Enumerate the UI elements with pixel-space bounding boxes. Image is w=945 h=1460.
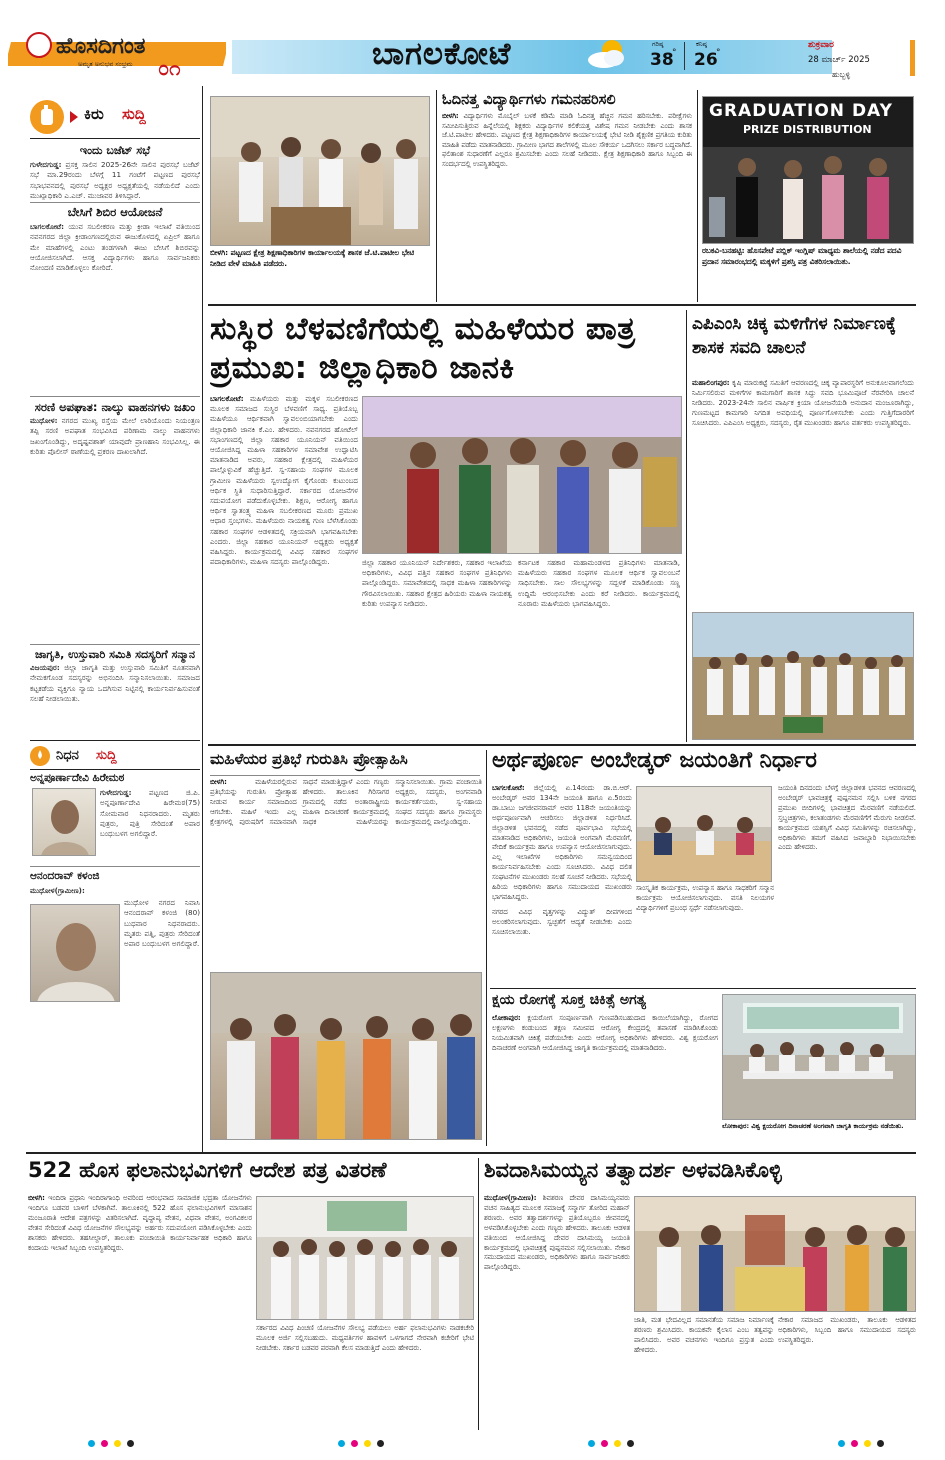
briefs-icon-arrow (70, 111, 78, 123)
women-cooperative-photo (362, 396, 682, 554)
main-text: ಮಹಿಳೆಯರು ಮತ್ತು ಮಕ್ಕಳ ಸಬಲೀಕರಣದ ಮೂಲಕ ಸಮಾಜದ ಸುಸ್ಥಿರ ಬೆಳವಣಿಗೆ ಸಾಧ್ಯ. ಪ್ರತಿಯೊಬ್ಬ ಮಹಿಳೆಯೂ ಆರ್ಥಿಕವಾಗಿ ಸ್ವಾವಲಂಬಿಯಾಗಬೇಕು ಎಂದು ಜಿಲ್ಲಾಧಿಕಾರಿ ಜಾನಕಿ ಕೆ.ಎಂ. ಹೇಳಿದರು. ನವನಗರದ ಹೋಟೆಲ್ ಸಭಾಂಗಣದಲ್ಲಿ ಜಿಲ್ಲಾ ಸಹಕಾರ ಯೂನಿಯನ್ ವತಿಯಿಂದ ಆಯೋಜಿಸಿದ್ದ ಮಹಿಳಾ ಸಹಕಾರಿಗಳ ಸಮಾವೇಶ ಉದ್ಘಾಟಿಸಿ ಮಾತನಾಡಿದ ಅವರು, ಸಹಕಾರ ಕ್ಷೇತ್ರದಲ್ಲಿ ಮಹಿಳೆಯರ ಪಾಲ್ಗೊಳ್ಳುವಿಕೆ ಹೆಚ್ಚುತ್ತಿದೆ. ಸ್ವ-ಸಹಾಯ ಸಂಘಗಳ ಮೂಲಕ ಗ್ರಾಮೀಣ ಮಹಿಳೆಯರು ಸ್ವಉದ್ಯೋಗ ಕೈಗೊಂಡು ಕುಟುಂಬದ ಆರ್ಥಿಕ ಸ್ಥಿತಿ ಸುಧಾರಿಸುತ್ತಿದ್ದಾರೆ. ಸರ್ಕಾರದ ಯೋಜನೆಗಳ ಸದುಪಯೋಗ ಪಡೆದುಕೊಳ್ಳಬೇಕು. ಶಿಕ್ಷಣ, ಆರೋಗ್ಯ ಹಾಗೂ ಆರ್ಥಿಕ ಸ್ವಾತಂತ್ರ್ಯ ಮಹಿಳಾ ಸಬಲೀಕರಣದ ಮೂರು ಪ್ರಮುಖ ಆಧಾರ ಸ್ತಂಭಗಳು. ಮಹಿಳೆಯರು ನಾಯಕತ್ವ ಗುಣ ಬೆಳೆಸಿಕೊಂಡು ಸಹಕಾರ ಸಂಘಗಳ ಆಡಳಿತದಲ್ಲಿ ಸಕ್ರಿಯವಾಗಿ ಭಾಗವಹಿಸಬೇಕು ಎಂದರು. ಜಿಲ್ಲಾ ಸಹಕಾರ ಯೂನಿಯನ್ ಅಧ್ಯಕ್ಷರು ಅಧ್ಯಕ್ಷತೆ ವಹಿಸಿದ್ದರು. ಕಾರ್ಯಕ್ರಮದಲ್ಲಿ ವಿವಿಧ ಸಹಕಾರ ಸಂಘಗಳ ಪದಾಧಿಕಾರಿಗಳು, ಮಹಿಳಾ ಸದಸ್ಯರು ಪಾಲ್ಗೊಂಡಿದ್ದರು. (210, 394, 358, 567)
shivadasimayya-photo (634, 1196, 916, 1312)
max-temp-degree: ° (672, 48, 677, 58)
title-deeds-body-col1 (28, 1194, 252, 1430)
obituary-text: ಪಟ್ಟಣದ ಜಿ.ಪಿ. ಅನ್ನಪೂರ್ಣಾದೇವಿ ಹಿರೇಮಠ(75) ಸೋಮವಾರ ನಿಧನರಾದರು. ಮೃತರು ಪುತ್ರರು, ಪುತ್ರಿ ಸೇರಿದಂತೆ ಅಪಾರ ಬಂಧುಬಳಗ ಅಗಲಿದ್ದಾರೆ. (100, 788, 200, 839)
color-registration-marks (88, 1440, 134, 1447)
obituary-portrait (30, 904, 120, 1002)
main-story-body-col2: ಜಿಲ್ಲಾ ಸಹಕಾರ ಯೂನಿಯನ್ ನಿರ್ದೇಶಕರು, ಸಹಕಾರ ಇಲಾಖೆಯ ಅಧಿಕಾರಿಗಳು, ವಿವಿಧ ಪತ್ತಿನ ಸಹಕಾರ ಸಂಘಗಳ ಪ್ರತಿನಿಧಿಗಳು ಪಾಲ್ಗೊಂಡಿದ್ದರು. ಸಮಾವೇಶದಲ್ಲಿ ಸಾಧಕ ಮಹಿಳಾ ಸಹಕಾರಿಗಳನ್ನು ಗೌರವಿಸಲಾಯಿತು. ಸಹಕಾರ ಕ್ಷೇತ್ರದ ಹಿರಿಯರು ಮಹಿಳಾ ನಾಯಕತ್ವ ಕುರಿತು ಉಪನ್ಯಾಸ ನೀಡಿದರು. (362, 558, 512, 608)
city: ಹುಬ್ಬಳ್ಳಿ (832, 70, 851, 79)
color-registration-marks (838, 1440, 884, 1447)
women-talent-body (210, 778, 482, 970)
briefs-title-a: ಕಿರು (84, 105, 104, 123)
graduation-caption: ರಬಕವಿ-ಬನಹಟ್ಟಿ: ಹೊಸಪೇಟೆ ಪಬ್ಲಿಕ್ ಇಂಗ್ಲಿಷ್ ಮಾಧ್ಯಮ ಶಾಲೆಯಲ್ಲಿ ನಡೆದ ಪದವಿ ಪ್ರದಾನ ಸಮಾರಂಭದಲ್ಲಿ ಮಕ್ಕಳಿಗೆ ಪ್ರಶಸ್ತಿ ಪತ್ರ ವಿತರಿಸಲಾಯಿತು. (702, 246, 902, 266)
brief-item (30, 205, 200, 305)
apmc-photo (692, 612, 914, 740)
obituary-title-a: ನಿಧನ (56, 748, 79, 763)
study-dateline: ಬೀಳಗಿ: (442, 112, 459, 120)
brief-text: ಜಿಲ್ಲಾ ಜಾಗೃತಿ ಮತ್ತು ಉಸ್ತುವಾರಿ ಸಮಿತಿಗೆ ನೂತನವಾಗಿ ನೇಮಕಗೊಂಡ ಸದಸ್ಯರನ್ನು ಅಭಿನಂದಿಸಿ ಸನ್ಮಾನಿಸಲಾಯಿತು. ಸಮಾಜದ ಕಟ್ಟಕಡೆಯ ವ್ಯಕ್ತಿಗೂ ನ್ಯಾಯ ಒದಗಿಸುವ ನಿಟ್ಟಿನಲ್ಲಿ ಕಾರ್ಯನಿರ್ವಹಿಸುವಂತೆ ಸಲಹೆ ನೀಡಲಾಯಿತು. (30, 663, 200, 703)
date: 28 ಮಾರ್ಚ್ 2025 (808, 55, 870, 65)
brief-headline: ಬೇಸಿಗೆ ಶಿಬಿರ ಆಯೋಜನೆ (67, 205, 163, 219)
women-talent-photo (210, 972, 482, 1140)
obituary-portrait (32, 788, 96, 856)
main-story-body (210, 394, 358, 740)
brief-dateline: ಮುಧೋಳ: (30, 416, 58, 425)
page-number: ೦೧ (158, 56, 181, 78)
ambedkar-body-col1 (492, 784, 632, 906)
brief-item (30, 144, 200, 200)
graduation-banner: GRADUATION DAY (709, 101, 893, 121)
women-talent-dateline: ಬೀಳಗಿ: (210, 778, 227, 786)
study-headline: ಓದಿನತ್ತ ವಿದ್ಯಾರ್ಥಿಗಳು ಗಮನಹರಿಸಲಿ (442, 92, 616, 108)
tb-headline: ಕ್ಷಯ ರೋಗಕ್ಕೆ ಸೂಕ್ತ ಚಿಕಿತ್ಸೆ ಅಗತ್ಯ (492, 992, 647, 1008)
tb-text: ಕ್ಷಯರೋಗ ಸಂಪೂರ್ಣವಾಗಿ ಗುಣಪಡಿಸಬಹುದಾದ ಕಾಯಿಲೆಯಾಗಿದ್ದು, ರೋಗದ ಲಕ್ಷಣಗಳು ಕಂಡುಬಂದ ತಕ್ಷಣ ಸಮೀಪದ ಆರೋಗ್ಯ ಕೇಂದ್ರದಲ್ಲಿ ತಪಾಸಣೆ ಮಾಡಿಸಿಕೊಂಡು ನಿಯಮಿತವಾಗಿ ಚಿಕಿತ್ಸೆ ಪಡೆಯಬೇಕು ಎಂದು ಆರೋಗ್ಯ ಅಧಿಕಾರಿಗಳು ಹೇಳಿದರು. ವಿಶ್ವ ಕ್ಷಯರೋಗ ದಿನಾಚರಣೆ ಅಂಗವಾಗಿ ಆಯೋಜಿಸಿದ್ದ ಜಾಗೃತಿ ಕಾರ್ಯಕ್ರಮದಲ್ಲಿ ಮಾತನಾಡಿದರು. (492, 1014, 718, 1052)
ambedkar-body-col1b: ನಗರದ ವಿವಿಧ ವೃತ್ತಗಳನ್ನು ವಿದ್ಯುತ್ ದೀಪಗಳಿಂದ ಅಲಂಕರಿಸಲಾಗುವುದು. ಸ್ವಚ್ಛತೆಗೆ ಆದ್ಯತೆ ನೀಡಬೇಕು ಎಂದು ಸೂಚಿಸಲಾಯಿತು. (492, 908, 632, 936)
briefs-section-header (30, 98, 200, 136)
apmc-story-body (692, 378, 914, 610)
logo-text: ಹೊಸದಿಗಂತ (56, 34, 146, 59)
study-story (442, 92, 692, 302)
title-deeds-body-col2: ಸರ್ಕಾರದ ವಿವಿಧ ಪಿಂಚಣಿ ಯೋಜನೆಗಳ ಸೌಲಭ್ಯ ಪಡೆಯಲು ಅರ್ಹ ಫಲಾನುಭವಿಗಳು ನಾಡಕಚೇರಿ ಮೂಲಕ ಅರ್ಜಿ ಸಲ್ಲಿಸಬಹುದು. ಮಧ್ಯವರ್ತಿಗಳ ಹಾವಳಿಗೆ ಒಳಗಾಗದೆ ನೇರವಾಗಿ ಕಚೇರಿಗೆ ಭೇಟಿ ನೀಡಬೇಕು. ಸರ್ಕಾರ ಬಡವರ ಪರವಾಗಿ ಕೆಲಸ ಮಾಡುತ್ತಿದೆ ಎಂದು ಹೇಳಿದರು. (256, 1324, 474, 1352)
title-deeds-photo (256, 1196, 474, 1320)
max-temp: 38 (650, 50, 674, 70)
logo (8, 32, 226, 78)
title-deeds-text: ಇಂದಿರಾ ಪ್ರಧಾನಿ ಇಂದಿರಾಗಾಂಧಿ ಅವರಿಂದ ಆರಂಭವಾದ ಸಾಮಾಜಿಕ ಭದ್ರತಾ ಯೋಜನೆಗಳು ಇಂದಿಗೂ ಬಡವರ ಬಾಳಿಗೆ ಬೆಳಕಾಗಿವೆ. ತಾಲೂಕಿನಲ್ಲಿ 522 ಹೊಸ ಫಲಾನುಭವಿಗಳಿಗೆ ಮಾಸಾಶನ ಮಂಜೂರಾತಿ ಆದೇಶ ಪತ್ರಗಳನ್ನು ವಿತರಿಸಲಾಗಿದೆ. ವೃದ್ಧಾಪ್ಯ ವೇತನ, ವಿಧವಾ ವೇತನ, ಅಂಗವಿಕಲರ ವೇತನ ಸೇರಿದಂತೆ ವಿವಿಧ ಯೋಜನೆಗಳ ಸೌಲಭ್ಯವನ್ನು ಅರ್ಹರು ಸದುಪಯೋಗ ಪಡಿಸಿಕೊಳ್ಳಬೇಕು ಎಂದು ಶಾಸಕರು ಹೇಳಿದರು. ತಹಸೀಲ್ದಾರ್, ತಾಲೂಕು ಪಂಚಾಯಿತಿ ಕಾರ್ಯನಿರ್ವಾಹಕ ಅಧಿಕಾರಿ ಹಾಗೂ ಕಂದಾಯ ಇಲಾಖೆ ಸಿಬ್ಬಂದಿ ಉಪಸ್ಥಿತರಿದ್ದರು. (28, 1194, 252, 1252)
ambedkar-meeting-photo (636, 786, 772, 882)
shivadasimayya-body-col1 (484, 1194, 630, 1430)
color-registration-marks (588, 1440, 634, 1447)
masthead-red-bar (910, 40, 915, 76)
masthead (0, 0, 945, 86)
women-talent-headline: ಮಹಿಳೆಯರ ಪ್ರತಿಭೆ ಗುರುತಿಸಿ ಪ್ರೋತ್ಸಾಹಿಸಿ (210, 750, 408, 768)
shivadasimayya-body-col3: ನೇಕಾರ ಸಮಾಜದ ಮುಖಂಡರು, ತಾಲೂಕು ಆಡಳಿತದ ಅಧಿಕಾರಿಗಳು, ಸಿಬ್ಬಂದಿ ಹಾಗೂ ಸಮುದಾಯದ ಸದಸ್ಯರು ಉಪಸ್ಥಿತರಿದ್ದರು. (778, 1316, 916, 1344)
apmc-text: ಕೃಷಿ ಮಾರುಕಟ್ಟೆ ಸಮಿತಿಗೆ ಆವರಣದಲ್ಲಿ ಚಿಕ್ಕ ವ್ಯಾಪಾರಸ್ಥರಿಗೆ ಅನುಕೂಲವಾಗಲೆಂದು ನಿರ್ಮಿಸಲಿರುವ ಮಳಿಗೆಗಳ ಕಾಮಗಾರಿಗೆ ಶಾಸಕ ಸಿದ್ದು ಸವದಿ ಭೂಮಿಪೂಜೆ ನೆರವೇರಿಸಿ ಚಾಲನೆ ನೀಡಿದರು. 2023-24ನೇ ಸಾಲಿನ ವಾರ್ಷಿಕ ಕ್ರಿಯಾ ಯೋಜನೆಯಡಿ ಅನುದಾನ ಮಂಜೂರಾಗಿದ್ದು, ಗುಣಮಟ್ಟದ ಕಾಮಗಾರಿ ನಿಗದಿತ ಅವಧಿಯಲ್ಲಿ ಪೂರ್ಣಗೊಳಿಸಬೇಕು ಎಂದು ಗುತ್ತಿಗೆದಾರರಿಗೆ ಸೂಚಿಸಿದರು. ಎಪಿಎಂಸಿ ಅಧ್ಯಕ್ಷರು, ಸದಸ್ಯರು, ರೈತ ಮುಖಂಡರು ಹಾಗೂ ವರ್ತಕರು ಉಪಸ್ಥಿತರಿದ್ದರು. (692, 379, 914, 428)
obituary-item (30, 870, 200, 1036)
ambedkar-body-col3: ಜಯಂತಿ ದಿನದಂದು ಬೆಳಗ್ಗೆ ಜಿಲ್ಲಾಡಳಿತ ಭವನದ ಆವರಣದಲ್ಲಿ ಅಂಬೇಡ್ಕರ್ ಭಾವಚಿತ್ರಕ್ಕೆ ಪುಷ್ಪನಮನ ಸಲ್ಲಿಸಿ ಬಳಿಕ ನಗರದ ಪ್ರಮುಖ ಬೀದಿಗಳಲ್ಲಿ ಭಾವಚಿತ್ರದ ಮೆರವಣಿಗೆ ನಡೆಯಲಿದೆ. ಸ್ತಬ್ಧಚಿತ್ರಗಳು, ಕಲಾತಂಡಗಳು ಮೆರವಣಿಗೆಗೆ ಮೆರುಗು ನೀಡಲಿವೆ. ಕಾರ್ಯಕ್ರಮದ ಯಶಸ್ಸಿಗೆ ವಿವಿಧ ಸಮಿತಿಗಳನ್ನು ರಚಿಸಲಾಗಿದ್ದು, ಅಧಿಕಾರಿಗಳು ತಮಗೆ ವಹಿಸಿದ ಜವಾಬ್ದಾರಿ ನಿಭಾಯಿಸಬೇಕು ಎಂದು ಹೇಳಿದರು. (778, 784, 916, 852)
brief-headline: ಇಂದು ಬಜೆಟ್ ಸಭೆ (79, 144, 151, 157)
tb-body (492, 1014, 718, 1144)
ambedkar-text: ಜಿಲ್ಲೆಯಲ್ಲಿ ಏ.14ರಂದು ಡಾ.ಬಿ.ಆರ್. ಅಂಬೇಡ್ಕರ್ ಅವರ 134ನೇ ಜಯಂತಿ ಹಾಗೂ ಏ.5ರಂದು ಡಾ.ಬಾಬು ಜಗಜೀವನರಾಮ್ ಅವರ 118ನೇ ಜಯಂತಿಯನ್ನು ಅರ್ಥಪೂರ್ಣವಾಗಿ ಆಚರಿಸಲು ಜಿಲ್ಲಾಡಳಿತ ನಿರ್ಧರಿಸಿದೆ. ಜಿಲ್ಲಾಡಳಿತ ಭವನದಲ್ಲಿ ನಡೆದ ಪೂರ್ವಭಾವಿ ಸಭೆಯಲ್ಲಿ ಮಾತನಾಡಿದ ಅಧಿಕಾರಿಗಳು, ಜಯಂತಿ ಅಂಗವಾಗಿ ಮೆರವಣಿಗೆ, ವೇದಿಕೆ ಕಾರ್ಯಕ್ರಮ ಹಾಗೂ ಉಪನ್ಯಾಸ ಆಯೋಜಿಸಲಾಗುವುದು. ಎಲ್ಲ ಇಲಾಖೆಗಳ ಅಧಿಕಾರಿಗಳು ಸಮನ್ವಯದಿಂದ ಕಾರ್ಯನಿರ್ವಹಿಸಬೇಕು ಎಂದು ಸೂಚಿಸಿದರು. ವಿವಿಧ ದಲಿತ ಸಂಘಟನೆಗಳ ಮುಖಂಡರು ಸಲಹೆ ಸೂಚನೆ ನೀಡಿದರು. ಸಭೆಯಲ್ಲಿ ಹಿರಿಯ ಅಧಿಕಾರಿಗಳು ಹಾಗೂ ಸಮುದಾಯದ ಮುಖಂಡರು ಭಾಗವಹಿಸಿದ್ದರು. (492, 784, 632, 901)
obituary-dateline: ಮುಧೋಳ(ಗ್ರಾಮೀಣ): (30, 886, 85, 895)
briefs-title-b: ಸುದ್ದಿ (122, 105, 146, 123)
brief-dateline: ಬಾಗಲಕೋಟೆ: (30, 222, 65, 231)
main-story-headline: ಸುಸ್ಥಿರ ಬೆಳವಣಿಗೆಯಲ್ಲಿ ಮಹಿಳೆಯರ ಪಾತ್ರ ಪ್ರಮುಖ: ಜಿಲ್ಲಾಧಿಕಾರಿ ಜಾನಕಿ (210, 311, 636, 386)
brief-headline: ಜಾಗೃತಿ, ಉಸ್ತುವಾರಿ ಸಮಿತಿ ಸದಸ್ಯರಿಗೆ ಸನ್ಮಾನ (35, 648, 195, 661)
obituary-section-header (30, 744, 200, 768)
shivadasimayya-body-col2: ಜಾತಿ, ಮತ ಭೇದವಿಲ್ಲದ ಸಮಾನತೆಯ ಸಮಾಜ ನಿರ್ಮಾಣಕ್ಕೆ ಶರಣರು ಶ್ರಮಿಸಿದರು. ಕಾಯಕವೇ ಕೈಲಾಸ ಎಂಬ ತತ್ವವನ್ನು ಪಾಲಿಸಿದರು. ಅವರ ವಚನಗಳು ಇಂದಿಗೂ ಪ್ರಸ್ತುತ ಎಂದು ಹೇಳಿದರು. (634, 1316, 774, 1354)
brief-dateline: ಗುಳೇದಗುಡ್ಡ: (30, 160, 62, 169)
ambedkar-body-col2: ಸಾಂಸ್ಕೃತಿಕ ಕಾರ್ಯಕ್ರಮ, ಉಪನ್ಯಾಸ ಹಾಗೂ ಸಾಧಕರಿಗೆ ಸನ್ಮಾನ ಕಾರ್ಯಕ್ರಮ ಆಯೋಜಿಸಲಾಗುವುದು. ವಸತಿ ನಿಲಯಗಳ ವಿದ್ಯಾರ್ಥಿಗಳಿಗೆ ಪ್ರಬಂಧ ಸ್ಪರ್ಧೆ ನಡೆಸಲಾಗುವುದು. (636, 884, 774, 912)
obituary-name: ಅನ್ನಪೂರ್ಣಾದೇವಿ ಹಿರೇಮಠ (30, 772, 125, 784)
main-dateline: ಬಾಗಲಕೋಟೆ: (210, 394, 244, 403)
women-talent-text: ಮಹಿಳೆಯರಲ್ಲಿರುವ ಪ್ರತಿಭೆಯನ್ನು ಗುರುತಿಸಿ ಪ್ರೋತ್ಸಾಹ ನೀಡುವ ಕಾರ್ಯ ಸಮಾಜದಿಂದ ಆಗಬೇಕು. ಮಹಿಳೆ ಇಂದು ಎಲ್ಲ ಕ್ಷೇತ್ರಗಳಲ್ಲಿ ಪುರುಷರಿಗೆ ಸಮಾನವಾಗಿ ಸಾಧನೆ ಮಾಡುತ್ತಿದ್ದಾಳೆ ಎಂದು ಗಣ್ಯರು ಹೇಳಿದರು. ತಾಲೂಕಿನ ಗಿರಿಸಾಗರ ಗ್ರಾಮದಲ್ಲಿ ನಡೆದ ಅಂತಾರಾಷ್ಟ್ರೀಯ ಮಹಿಳಾ ದಿನಾಚರಣೆ ಕಾರ್ಯಕ್ರಮದಲ್ಲಿ ಸಾಧಕ ಮಹಿಳೆಯರನ್ನು ಸನ್ಮಾನಿಸಲಾಯಿತು. ಗ್ರಾಮ ಪಂಚಾಯಿತಿ ಅಧ್ಯಕ್ಷರು, ಸದಸ್ಯರು, ಅಂಗನವಾಡಿ ಕಾರ್ಯಕರ್ತೆಯರು, ಸ್ವ-ಸಹಾಯ ಸಂಘದ ಸದಸ್ಯರು ಹಾಗೂ ಗ್ರಾಮಸ್ಥರು ಕಾರ್ಯಕ್ರಮದಲ್ಲಿ ಪಾಲ್ಗೊಂಡಿದ್ದರು. (210, 778, 482, 826)
min-temp: 26 (694, 50, 718, 70)
study-text: ವಿದ್ಯಾರ್ಥಿಗಳು ಮೊಬೈಲ್ ಬಳಕೆ ಕಡಿಮೆ ಮಾಡಿ ಓದಿನತ್ತ ಹೆಚ್ಚಿನ ಗಮನ ಹರಿಸಬೇಕು. ಪರೀಕ್ಷೆಗಳು ಸಮೀಪಿಸುತ್ತಿರುವ ಹಿನ್ನೆಲೆಯಲ್ಲಿ ಶಿಕ್ಷಕರು ವಿದ್ಯಾರ್ಥಿಗಳ ಕಲಿಕೆಯತ್ತ ವಿಶೇಷ ಗಮನ ನೀಡಬೇಕು ಎಂದು ಶಾಸಕ ಜೆ.ಟಿ.ಪಾಟೀಲ ಹೇಳಿದರು. ಪಟ್ಟಣದ ಕ್ಷೇತ್ರ ಶಿಕ್ಷಣಾಧಿಕಾರಿಗಳ ಕಾರ್ಯಾಲಯಕ್ಕೆ ಭೇಟಿ ನೀಡಿ ಶೈಕ್ಷಣಿಕ ಪ್ರಗತಿಯ ಕುರಿತು ಮಾಹಿತಿ ಪಡೆದು ಮಾತನಾಡಿದರು. ಗ್ರಾಮೀಣ ಭಾಗದ ಶಾಲೆಗಳಲ್ಲಿ ಮೂಲ ಸೌಕರ್ಯ ಒದಗಿಸಲು ಸರ್ಕಾರ ಬದ್ಧವಾಗಿದೆ. ಫಲಿತಾಂಶ ಸುಧಾರಣೆಗೆ ಎಲ್ಲರೂ ಶ್ರಮಿಸಬೇಕು ಎಂದು ಸಲಹೆ ನೀಡಿದರು. ಕ್ಷೇತ್ರ ಶಿಕ್ಷಣಾಧಿಕಾರಿ ಹಾಗೂ ಸಿಬ್ಬಂದಿ ಈ ಸಂದರ್ಭದಲ್ಲಿ ಉಪಸ್ಥಿತರಿದ್ದರು. (442, 112, 692, 168)
shivadasimayya-text: ಶಿವಶರಣ ದೇವರ ದಾಸಿಮಯ್ಯನವರು ವಚನ ಸಾಹಿತ್ಯದ ಮೂಲಕ ಸಮಾಜಕ್ಕೆ ಸನ್ಮಾರ್ಗ ತೋರಿದ ಮಹಾನ್ ಶರಣರು. ಅವರ ತತ್ವಾದರ್ಶಗಳನ್ನು ಪ್ರತಿಯೊಬ್ಬರೂ ಜೀವನದಲ್ಲಿ ಅಳವಡಿಸಿಕೊಳ್ಳಬೇಕು ಎಂದು ಗಣ್ಯರು ಹೇಳಿದರು. ತಾಲೂಕು ಆಡಳಿತ ವತಿಯಿಂದ ಆಯೋಜಿಸಿದ್ದ ದೇವರ ದಾಸಿಮಯ್ಯ ಜಯಂತಿ ಕಾರ್ಯಕ್ರಮದಲ್ಲಿ ಭಾವಚಿತ್ರಕ್ಕೆ ಪುಷ್ಪನಮನ ಸಲ್ಲಿಸಲಾಯಿತು. ನೇಕಾರ ಸಮುದಾಯದ ಮುಖಂಡರು, ಅಧಿಕಾರಿಗಳು ಹಾಗೂ ಸಾರ್ವಜನಿಕರು ಪಾಲ್ಗೊಂಡಿದ್ದರು. (484, 1194, 630, 1272)
tb-dateline: ಲೋಕಾಪುರ: (492, 1014, 521, 1022)
obituary-text: ಮುಧೋಳ ನಗರದ ನಿವಾಸಿ ಆನಂದರಾವ್ ಕಳಂಜಿ (80) ಬುಧವಾರ ನಿಧನರಾದರು. ಮೃತರು ಪತ್ನಿ, ಪುತ್ರರು ಸೇರಿದಂತೆ ಅಪಾರ ಬಂಧುಬಳಗ ಅಗಲಿದ್ದಾರೆ. (124, 898, 200, 949)
title-deeds-headline: 522 ಹೊಸ ಫಲಾನುಭವಿಗಳಿಗೆ ಆದೇಶ ಪತ್ರ ವಿತರಣೆ (28, 1158, 387, 1182)
brief-text: ಪ್ರಸಕ್ತ ಸಾಲಿನ 2025-26ನೇ ಸಾಲಿನ ಪುರಸಭೆ ಬಜೆಟ್ ಸಭೆ ಮಾ.29ರಂದು ಬೆಳಗ್ಗೆ 11 ಗಂಟೆಗೆ ಪಟ್ಟಣದ ಪುರಸಭೆ ಸಭಾಭವನದಲ್ಲಿ ಪುರಸಭೆ ಅಧ್ಯಕ್ಷರ ಅಧ್ಯಕ್ಷತೆಯಲ್ಲಿ ನಡೆಯಲಿದೆ ಎಂದು ಮುಖ್ಯಾಧಿಕಾರಿ ಎ.ಎಚ್. ಮುಜಾವರ ತಿಳಿಸಿದ್ದಾರೆ. (30, 160, 200, 200)
max-temp-label: ಗರಿಷ್ಠ (652, 40, 664, 48)
shivadasimayya-dateline: ಮುಧೋಳ(ಗ್ರಾಮೀಣ): (484, 1194, 537, 1202)
main-story-body-col3: ಕರ್ನಾಟಕ ಸಹಕಾರ ಮಹಾಮಂಡಳದ ಪ್ರತಿನಿಧಿಗಳು ಮಾತನಾಡಿ, ಮಹಿಳೆಯರು ಸಹಕಾರ ಸಂಘಗಳ ಮೂಲಕ ಆರ್ಥಿಕ ಸ್ವಾವಲಂಬನೆ ಸಾಧಿಸಬೇಕು. ಸಾಲ ಸೌಲಭ್ಯಗಳನ್ನು ಸದ್ಬಳಕೆ ಮಾಡಿಕೊಂಡು ಸಣ್ಣ ಉದ್ದಿಮೆ ಆರಂಭಿಸಬೇಕು ಎಂದು ಕರೆ ನೀಡಿದರು. ಕಾರ್ಯಕ್ರಮದಲ್ಲಿ ನೂರಾರು ಮಹಿಳೆಯರು ಭಾಗವಹಿಸಿದ್ದರು. (518, 558, 680, 608)
apmc-story-headline: ಎಪಿಎಂಸಿ ಚಿಕ್ಕ ಮಳಿಗೆಗಳ ನಿರ್ಮಾಣಕ್ಕೆ ಶಾಸಕ ಸವದಿ ಚಾಲನೆ (692, 314, 896, 358)
color-registration-marks (338, 1440, 384, 1447)
obituary-dateline: ಗುಳೇದಗುಡ್ಡ: (100, 788, 132, 797)
apmc-dateline: ಮಹಾಲಿಂಗಪುರ: (692, 379, 730, 387)
brief-text: ಯುವ ಸಬಲೀಕರಣ ಮತ್ತು ಕ್ರೀಡಾ ಇಲಾಖೆ ವತಿಯಿಂದ ನವನಗರದ ಜಿಲ್ಲಾ ಕ್ರೀಡಾಂಗಣದಲ್ಲಿರುವ ಈಜುಕೊಳದಲ್ಲಿ ಏಪ್ರಿಲ್ ಹಾಗೂ ಮೇ ಮಾಹೆಗಳಲ್ಲಿ ಎಂಟು ತಂಡಗಳಾಗಿ ಈಜು ಬೇಸಿಗೆ ಶಿಬಿರವನ್ನು ಆಯೋಜಿಸಲಾಗಿದೆ. ಆಸಕ್ತ ವಿದ್ಯಾರ್ಥಿಗಳು ಹಾಗೂ ಸಾರ್ವಜನಿಕರು ನೋಂದಣಿ ಮಾಡಿಕೊಳ್ಳಲು ಕೋರಿದೆ. (30, 222, 200, 273)
shivadasimayya-headline: ಶಿವದಾಸಿಮಯ್ಯನ ತತ್ವಾದರ್ಶ ಅಳವಡಿಸಿಕೊಳ್ಳಿ (484, 1158, 782, 1182)
lamp-icon (30, 746, 50, 766)
brief-headline: ಸರಣಿ ಅಪಘಾತ: ನಾಲ್ಕು ವಾಹನಗಳು ಜಖಂ (34, 400, 196, 414)
min-temp-degree: ° (716, 48, 721, 58)
min-temp-label: ಕನಿಷ್ಠ (696, 40, 707, 48)
ambedkar-headline: ಅರ್ಥಪೂರ್ಣ ಅಂಬೇಡ್ಕರ್ ಜಯಂತಿಗೆ ನಿರ್ಧಾರ (492, 748, 817, 773)
inspection-photo (210, 96, 430, 246)
graduation-banner-sub: PRIZE DISTRIBUTION (743, 123, 872, 136)
briefs-icon (30, 100, 64, 134)
ambedkar-dateline: ಬಾಗಲಕೋಟೆ: (492, 784, 525, 792)
edition-title: ಬಾಗಲಕೋಟೆ (372, 36, 512, 72)
logo-tagline: ಅಮೃತ ಅನುಭವ ಸಂಭ್ರಮ (78, 60, 133, 68)
edition-banner (232, 40, 832, 74)
graduation-photo (702, 96, 914, 244)
weather-icon (586, 36, 630, 70)
brief-text: ನಗರದ ಮುಖ್ಯ ರಸ್ತೆಯ ಮೇಲೆ ಲಾರಿಯೊಂದು ನಿಯಂತ್ರಣ ತಪ್ಪಿ ಸರಣಿ ಅಪಘಾತ ಸಂಭವಿಸಿದ ಪರಿಣಾಮ ನಾಲ್ಕು ವಾಹನಗಳು ಜಖಂಗೊಂಡಿದ್ದು, ಅದೃಷ್ಟವಶಾತ್ ಯಾವುದೇ ಪ್ರಾಣಹಾನಿ ಸಂಭವಿಸಿಲ್ಲ. ಈ ಕುರಿತು ಪೊಲೀಸ್ ಠಾಣೆಯಲ್ಲಿ ಪ್ರಕರಣ ದಾಖಲಾಗಿದೆ. (30, 416, 200, 456)
title-deeds-dateline: ಬೀಳಗಿ: (28, 1194, 45, 1202)
inspection-photo-caption: ಬೀಳಗಿ: ಪಟ್ಟಣದ ಕ್ಷೇತ್ರ ಶಿಕ್ಷಣಾಧಿಕಾರಿಗಳ ಕಾರ್ಯಾಲಯಕ್ಕೆ ಶಾಸಕ ಜೆ.ಟಿ.ಪಾಟೀಲ ಭೇಟಿ ನೀಡಿದ ವೇಳೆ ಮಾಹಿತಿ ಪಡೆದರು. (210, 248, 415, 268)
obituary-title-b: ಸುದ್ದಿ (96, 748, 117, 763)
day: ಶುಕ್ರವಾರ (808, 40, 834, 50)
brief-item (30, 400, 200, 630)
tb-photo-caption: ಲೋಕಾಪುರ: ವಿಶ್ವ ಕ್ಷಯರೋಗ ದಿನಾಚರಣೆ ಅಂಗವಾಗಿ ಜಾಗೃತಿ ಕಾರ್ಯಕ್ರಮ ನಡೆಯಿತು. (722, 1122, 904, 1130)
tb-photo (722, 994, 916, 1120)
obituary-item (30, 772, 200, 862)
brief-item (30, 648, 200, 736)
obituary-name: ಆನಂದರಾವ್ ಕಳಂಜಿ (30, 870, 100, 882)
brief-dateline: ವಿಜಯಪುರ: (30, 663, 60, 672)
